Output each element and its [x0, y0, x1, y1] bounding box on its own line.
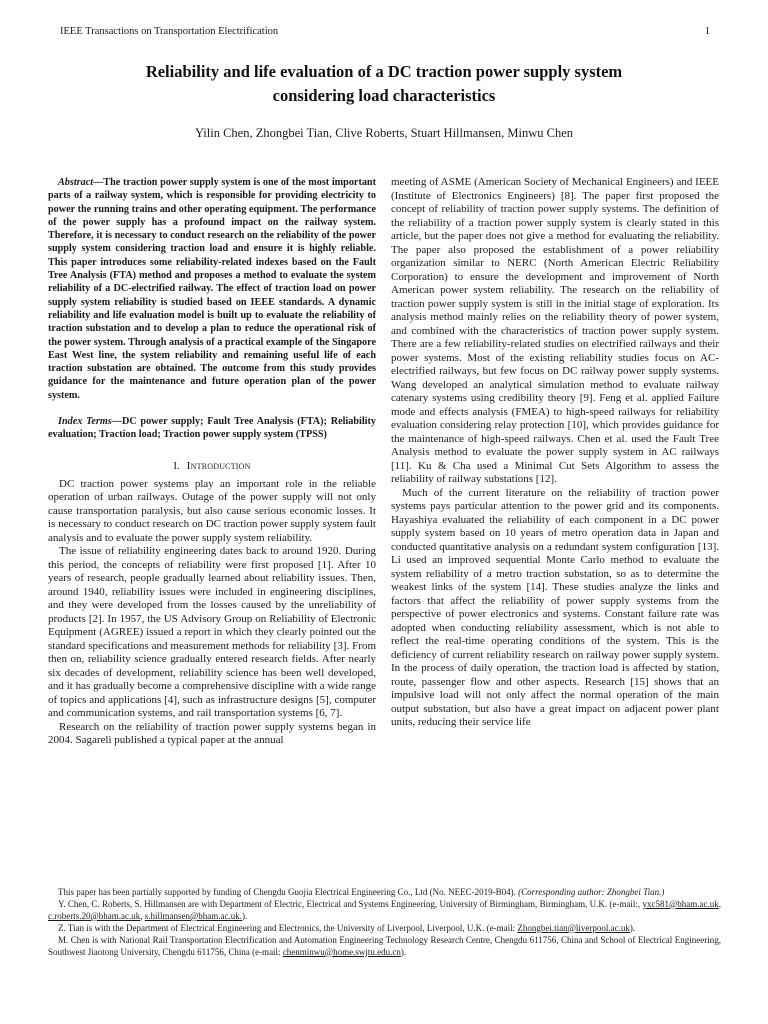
- running-header: [60, 26, 710, 37]
- footnote-closing: ).: [242, 910, 248, 921]
- email-separator: ,: [718, 898, 721, 909]
- index-terms-text: —DC power supply; Fault Tree Analysis (FTA); Reliability evaluation; Traction load; Traction power supply system (TPSS): [48, 416, 376, 441]
- footnote-affiliation-birmingham: [48, 899, 721, 923]
- email-link-hillmansen[interactable]: s.hillmansen@bham.ac.uk.: [144, 910, 243, 921]
- footnote-funding: [48, 887, 721, 899]
- email-link-chenminwu[interactable]: chenminwu@home.swjtu.edu.cn: [282, 946, 401, 957]
- left-column: [48, 176, 376, 748]
- section-title: Introduction: [186, 459, 251, 472]
- section-heading-introduction: [48, 459, 376, 473]
- introduction-paragraph-5: Much of the current literature on the reliability of traction power systems pays particular attention to the power grid and its components. Hayashiya evaluated the reliability of each component in a DC power supply system based on 10 years of metro operation data in Japan and conducted quantitative analysis on a redundant system configuration [13]. Li used an improved sequential Monte Carlo method to evaluate the system reliability of a metro traction substation, so as to determine the weakest links of the system [14]. These studies analyze the links and factors that affect the reliability of power supply systems from the perspective of power electronics and systems. Constant failure rate was adopted when conducting reliability assessment, which is not able to reflect the real-time operating conditions of the system. This is the deficiency of current reliability research on railway power supply system. In the process of daily operation, the traction load is affected by station, route, passenger flow and other aspects. Research [15] shows that an impulsive load will not only affect the normal operation of the main output substation, but also have a great impact on adjacent power plant units, reducing their service life: [391, 486, 719, 728]
- footnote-affiliation-chengdu-text: M. Chen is with National Rail Transportation Electrification and Automation Engineering Technology Research Centre, Chengdu 611756, China and School of Electrical Engineering, Southwest Jiaotong University, Chengdu 611756, China (e-mail:: [48, 934, 721, 957]
- two-column-body: [48, 176, 720, 748]
- email-link-yxc581[interactable]: yxc581@bham.ac.uk: [642, 898, 719, 909]
- footnote-affiliation-liverpool: [48, 923, 721, 935]
- email-separator: ,: [140, 910, 145, 921]
- abstract-paragraph: [48, 176, 376, 402]
- right-column: [391, 176, 719, 748]
- email-link-tian[interactable]: Zhongbei.tian@liverpool.ac.uk: [517, 922, 630, 933]
- abstract-text: —The traction power supply system is one of the most important parts of a railway system, which is responsible for providing electricity to power the running trains and other operating equipment. The performance of the power supply has a profound impact on the railway system. Therefore, it is necessary to conduct research on the reliability of the power supply system considering traction load and ensure it is highly reliable. This paper introduces some reliability-related indexes based on the Fault Tree Analysis (FTA) method and proposes a method to evaluate the system reliability of a DC-electrified railway. The effect of traction load on power supply system reliability is studied based on IEEE standards. A dynamic reliability and life evaluation model is built up to evaluate the reliability of traction substation and to develop a plan to reduce the operational risk of the power system. Through analysis of a practical example of the Singapore East West line, the system reliability and remaining useful life of each traction substation are obtained. The outcome from this study provides guidance for the maintenance and future operation plan of the power system.: [48, 177, 376, 401]
- footnote-closing: ).: [629, 922, 636, 933]
- footnote-affiliation-birmingham-text: Y. Chen, C. Roberts, S. Hillmansen are with Department of Electric, Electrical and Systems Engineering, University of Birmingham, Birmingham, U.K. (e-mail:,: [58, 898, 643, 909]
- introduction-paragraph-1: DC traction power systems play an important role in the reliable operation of urban railways. Outage of the power supply will not only cause transportation paralysis, but also cause serious economic losses. It is necessary to conduct research on DC traction power supply system fault analysis and to evaluate the power supply system reliability.: [48, 477, 376, 544]
- corresponding-author-note: (Corresponding author: Zhongbei Tian.): [518, 887, 665, 897]
- footnote-block: [48, 887, 721, 958]
- paper-title: Reliability and life evaluation of a DC traction power supply system considering load characteristics: [145, 62, 623, 105]
- footnote-affiliation-chengdu: [48, 935, 721, 959]
- footnote-affiliation-liverpool-text: Z. Tian is with the Department of Electrical Engineering and Electronics, the University of Liverpool, Liverpool, U.K. (e-mail:: [58, 922, 518, 933]
- introduction-paragraph-3: Research on the reliability of traction power supply systems began in 2004. Sagareli published a typical paper at the annual: [48, 720, 376, 747]
- introduction-paragraph-4: meeting of ASME (American Society of Mechanical Engineers) and IEEE (Institute of Electronics Engineers) [8]. The paper first proposed the concept of reliability of traction power supply systems. The definition of the reliability of a traction power supply system is clearly stated in this article, but the paper does not give a method for evaluating the reliability. The paper also proposed the establishment of a power reliability organization similar to NERC (North American Electric Reliability Corporation) to ensure the development and improvement of North American power system reliability. The research on the reliability of traction power supply system is still in the initial stage of exploration. Its analysis method mainly relies on the reliability theory of power system, and combined with the characteristics of traction power supply system. There are a few reliability-related studies on electrified railways and their power systems. Most of the existing reliability studies focus on AC-electrified railways, but few focus on DC railway power supply systems. Wang developed an analytical simulation method to evaluate railway catenary systems using credibility theory [9]. Feng et al. applied Failure mode and effects analysis (FMEA) to high-speed railways for reliability evaluation considering relay protection [10], which provides guidance for the maintenance of high-speed railways. Chen et al. used the Fault Tree Analysis method to evaluate the power supply system in AC railways [11]. Ku & Cha used a Minimal Cut Sets Algorithm to assess the reliability of railway substations [12].: [391, 176, 719, 485]
- abstract-label: Abstract: [58, 177, 94, 188]
- page-number: 1: [704, 26, 710, 37]
- footnote-funding-text: This paper has been partially supported by funding of Chengdu Guojia Electrical Engineering Co., Ltd (No. NEEC-2019-B04).: [58, 887, 519, 897]
- section-number: I.: [173, 459, 180, 472]
- journal-name: IEEE Transactions on Transportation Electrification: [60, 26, 279, 37]
- authors-line: Yilin Chen, Zhongbei Tian, Clive Roberts, Stuart Hillmansen, Minwu Chen: [194, 126, 574, 140]
- index-terms-paragraph: [48, 415, 376, 442]
- email-link-croberts[interactable]: c.roberts.20@bham.ac.uk: [48, 910, 141, 921]
- introduction-paragraph-2: The issue of reliability engineering dates back to around 1920. During this period, the concepts of reliability were first proposed [1]. After 10 years of research, people gradually learned about reliability issues. Then, around 1940, reliability issues were included in engineering disciplines, and they were developed from the losses caused by the unreliability of products [2]. In 1957, the US Advisory Group on Reliability of Electronic Equipment (AGREE) issued a report in which they clearly pointed out the standard specifications and measurement methods for reliability [3]. From then on, reliability science gradually entered research fields. After nearly six decades of development, reliability science has been well developed, and it has gradually become a comprehensive discipline with a wide range of topics and applications [4], such as infrastructure designs [5], computer and communication systems, and rail transportation systems [6, 7].: [48, 545, 376, 720]
- index-terms-label: Index Terms: [58, 416, 112, 428]
- footnote-closing: ).: [400, 946, 407, 957]
